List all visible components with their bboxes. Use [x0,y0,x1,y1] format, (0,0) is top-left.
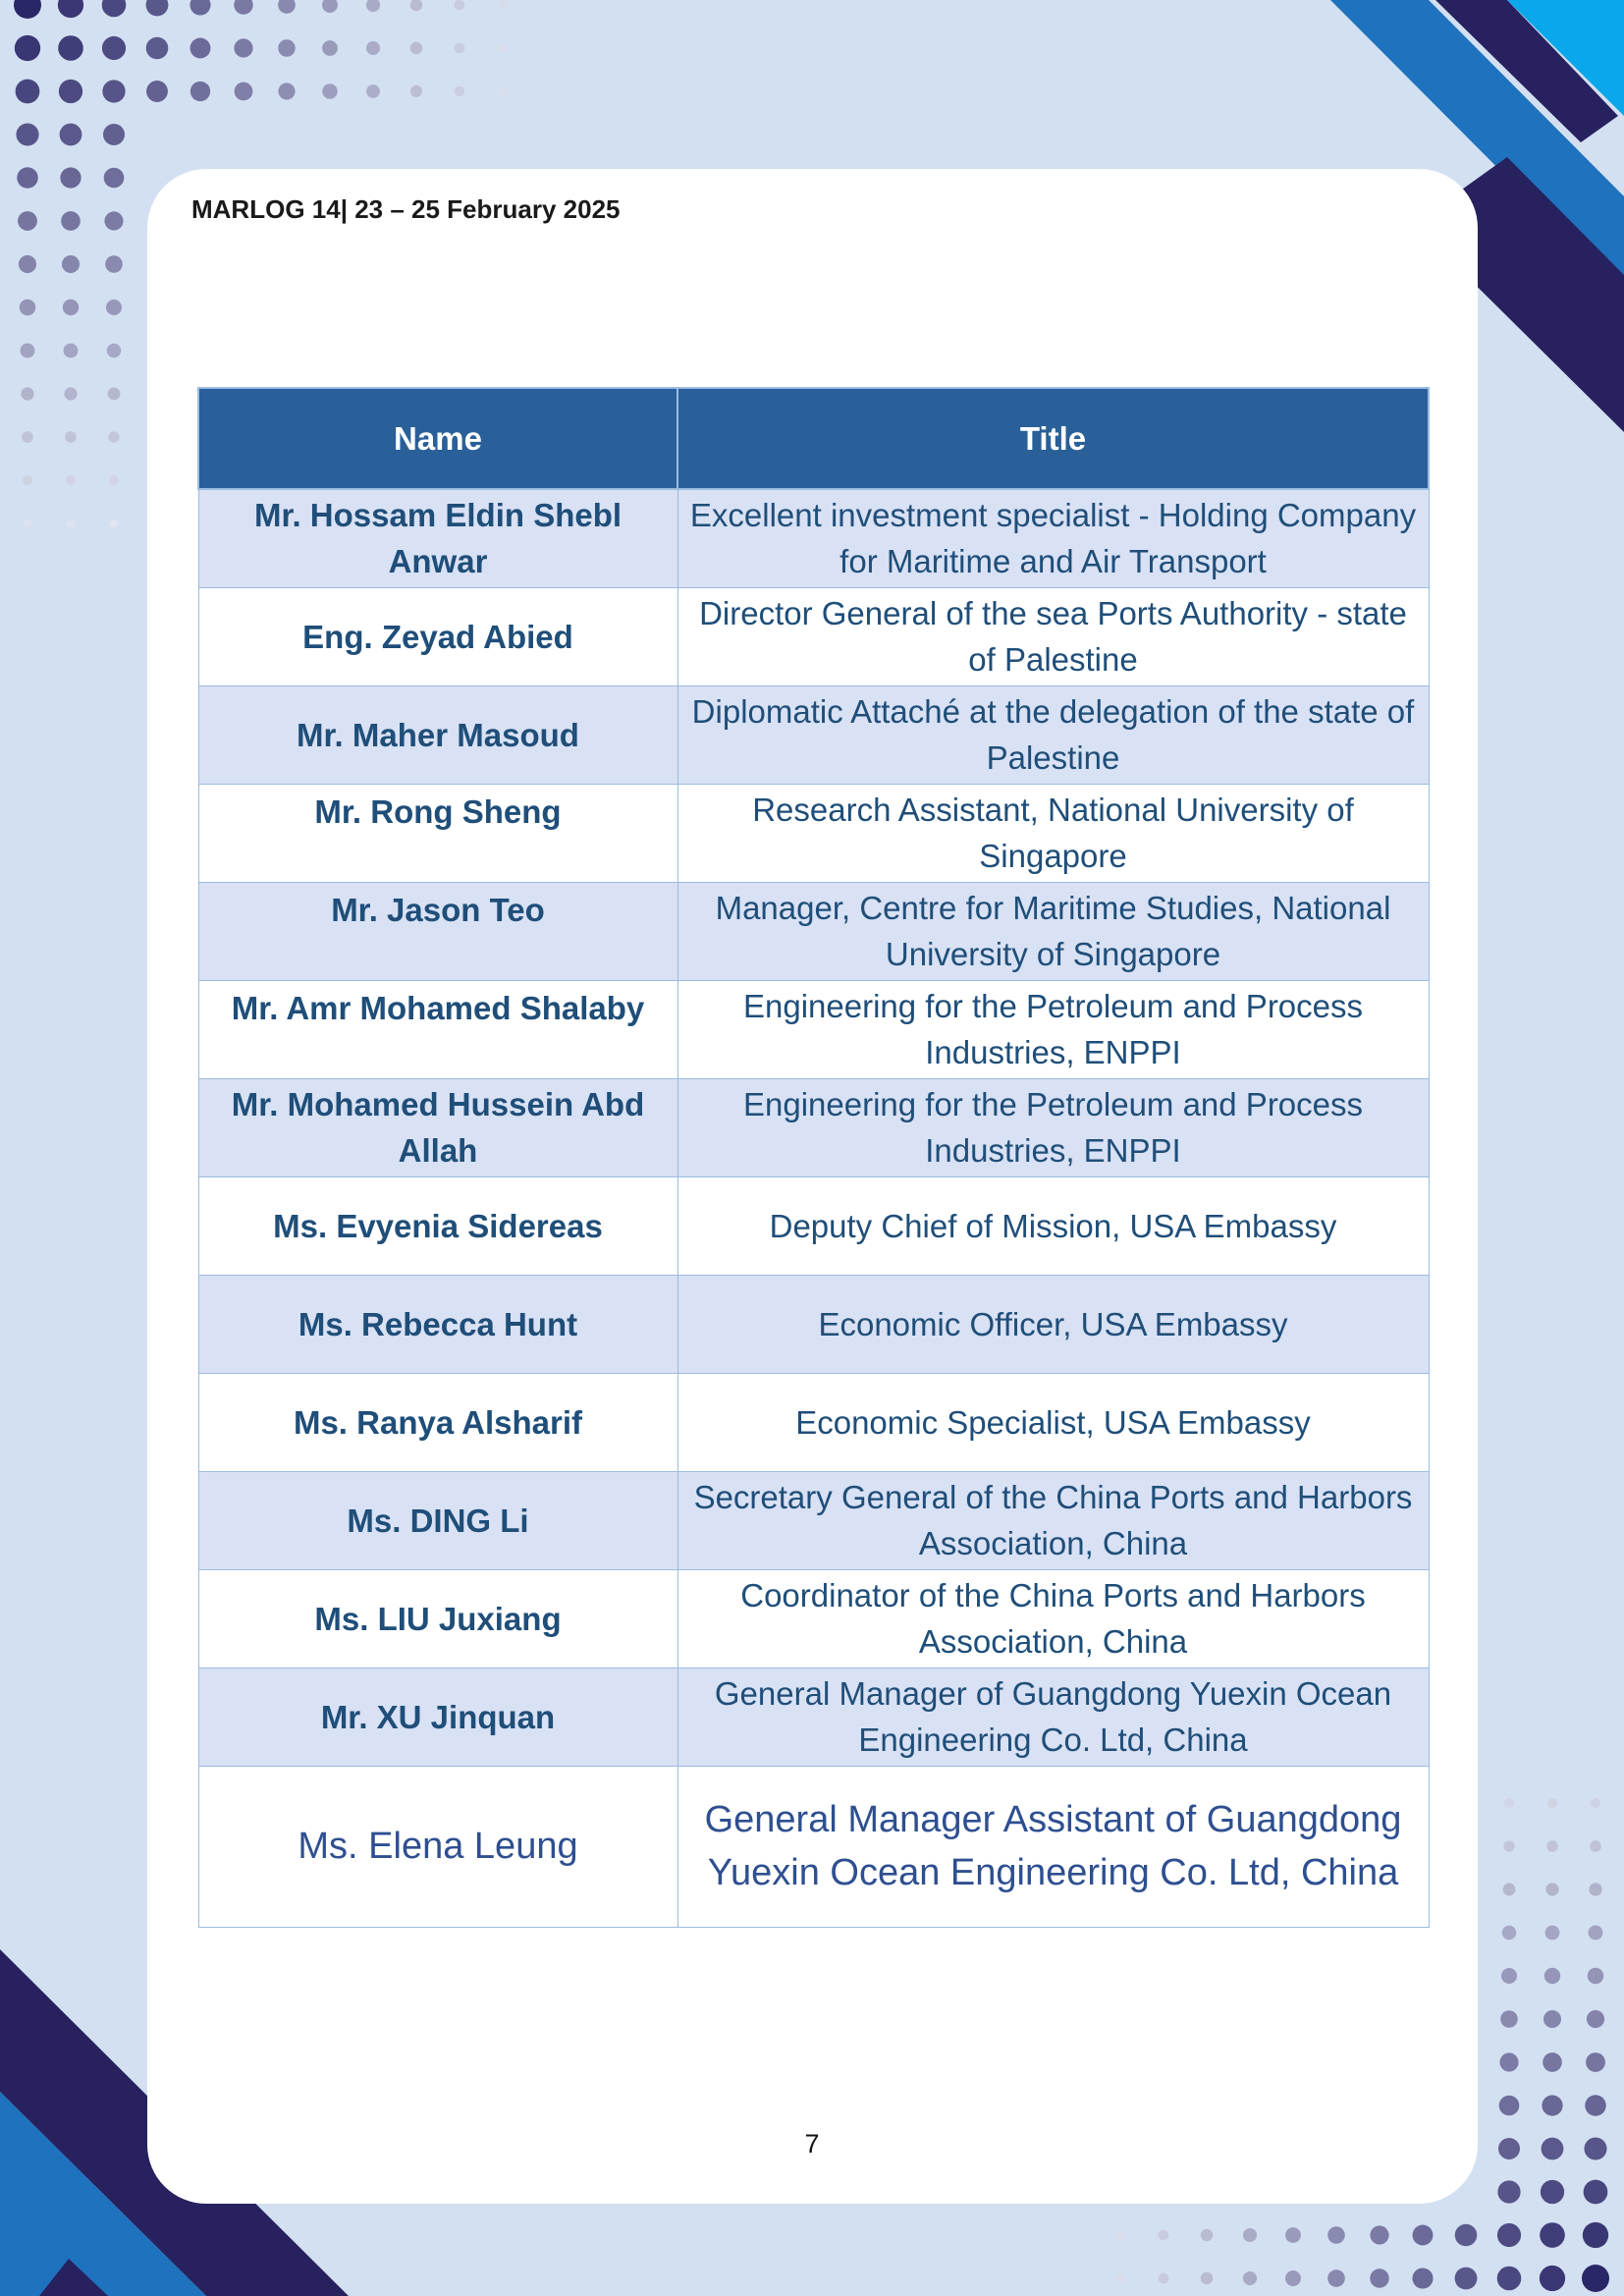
table-row [198,784,1429,882]
running-header [191,194,621,225]
participant-title: Deputy Chief of Mission, USA Embassy [677,1176,1429,1275]
participant-name: Ms. Rebecca Hunt [198,1275,677,1373]
participant-title: Research Assistant, National University of Singapore [677,784,1429,882]
table-row [198,587,1429,685]
participant-title: Excellent investment specialist - Holding Company for Maritime and Air Transport [677,489,1429,587]
table-row [198,1275,1429,1373]
participant-title: General Manager Assistant of Guangdong Yuexin Ocean Engineering Co. Ltd, China [677,1766,1429,1927]
participant-name: Ms. Evyenia Sidereas [198,1176,677,1275]
participant-name: Mr. Rong Sheng [198,784,677,882]
participant-title: Economic Officer, USA Embassy [677,1275,1429,1373]
participant-title: Director General of the sea Ports Authority - state of Palestine [677,587,1429,685]
participant-name: Ms. DING Li [198,1471,677,1569]
participant-name: Ms. Elena Leung [198,1766,677,1927]
table-row [198,1471,1429,1569]
participant-name: Ms. Ranya Alsharif [198,1373,677,1471]
participant-name: Mr. Hossam Eldin Shebl Anwar [198,489,677,587]
table-row [198,1176,1429,1275]
participants-table [197,387,1430,1928]
participant-title: General Manager of Guangdong Yuexin Ocean Engineering Co. Ltd, China [677,1667,1429,1766]
participant-name: Mr. Mohamed Hussein Abd Allah [198,1078,677,1176]
table-row [198,882,1429,980]
table-header-row [198,388,1429,489]
participant-name: Mr. Maher Masoud [198,685,677,784]
participant-name: Mr. XU Jinquan [198,1667,677,1766]
conference-name: MARLOG 14 [191,194,341,224]
participant-title: Manager, Centre for Maritime Studies, National University of Singapore [677,882,1429,980]
table-row [198,489,1429,587]
column-header-name: Name [198,388,677,489]
table-row [198,1569,1429,1667]
participant-title: Coordinator of the China Ports and Harbors Association, China [677,1569,1429,1667]
participant-title: Secretary General of the China Ports and Harbors Association, China [677,1471,1429,1569]
participant-title: Engineering for the Petroleum and Process Industries, ENPPI [677,980,1429,1078]
column-header-title: Title [677,388,1429,489]
table-row [198,980,1429,1078]
participant-title: Diplomatic Attaché at the delegation of the state of Palestine [677,685,1429,784]
table-row [198,1373,1429,1471]
table-row [198,1766,1429,1927]
table-row [198,1078,1429,1176]
participant-name: Eng. Zeyad Abied [198,587,677,685]
table-row [198,685,1429,784]
participant-name: Mr. Amr Mohamed Shalaby [198,980,677,1078]
conference-dates: 23 – 25 February 2025 [354,194,621,224]
participant-name: Ms. LIU Juxiang [198,1569,677,1667]
participant-name: Mr. Jason Teo [198,882,677,980]
participant-title: Economic Specialist, USA Embassy [677,1373,1429,1471]
table-row [198,1667,1429,1766]
header-separator: | [340,194,348,224]
participant-title: Engineering for the Petroleum and Process Industries, ENPPI [677,1078,1429,1176]
page-number: 7 [804,2129,820,2159]
